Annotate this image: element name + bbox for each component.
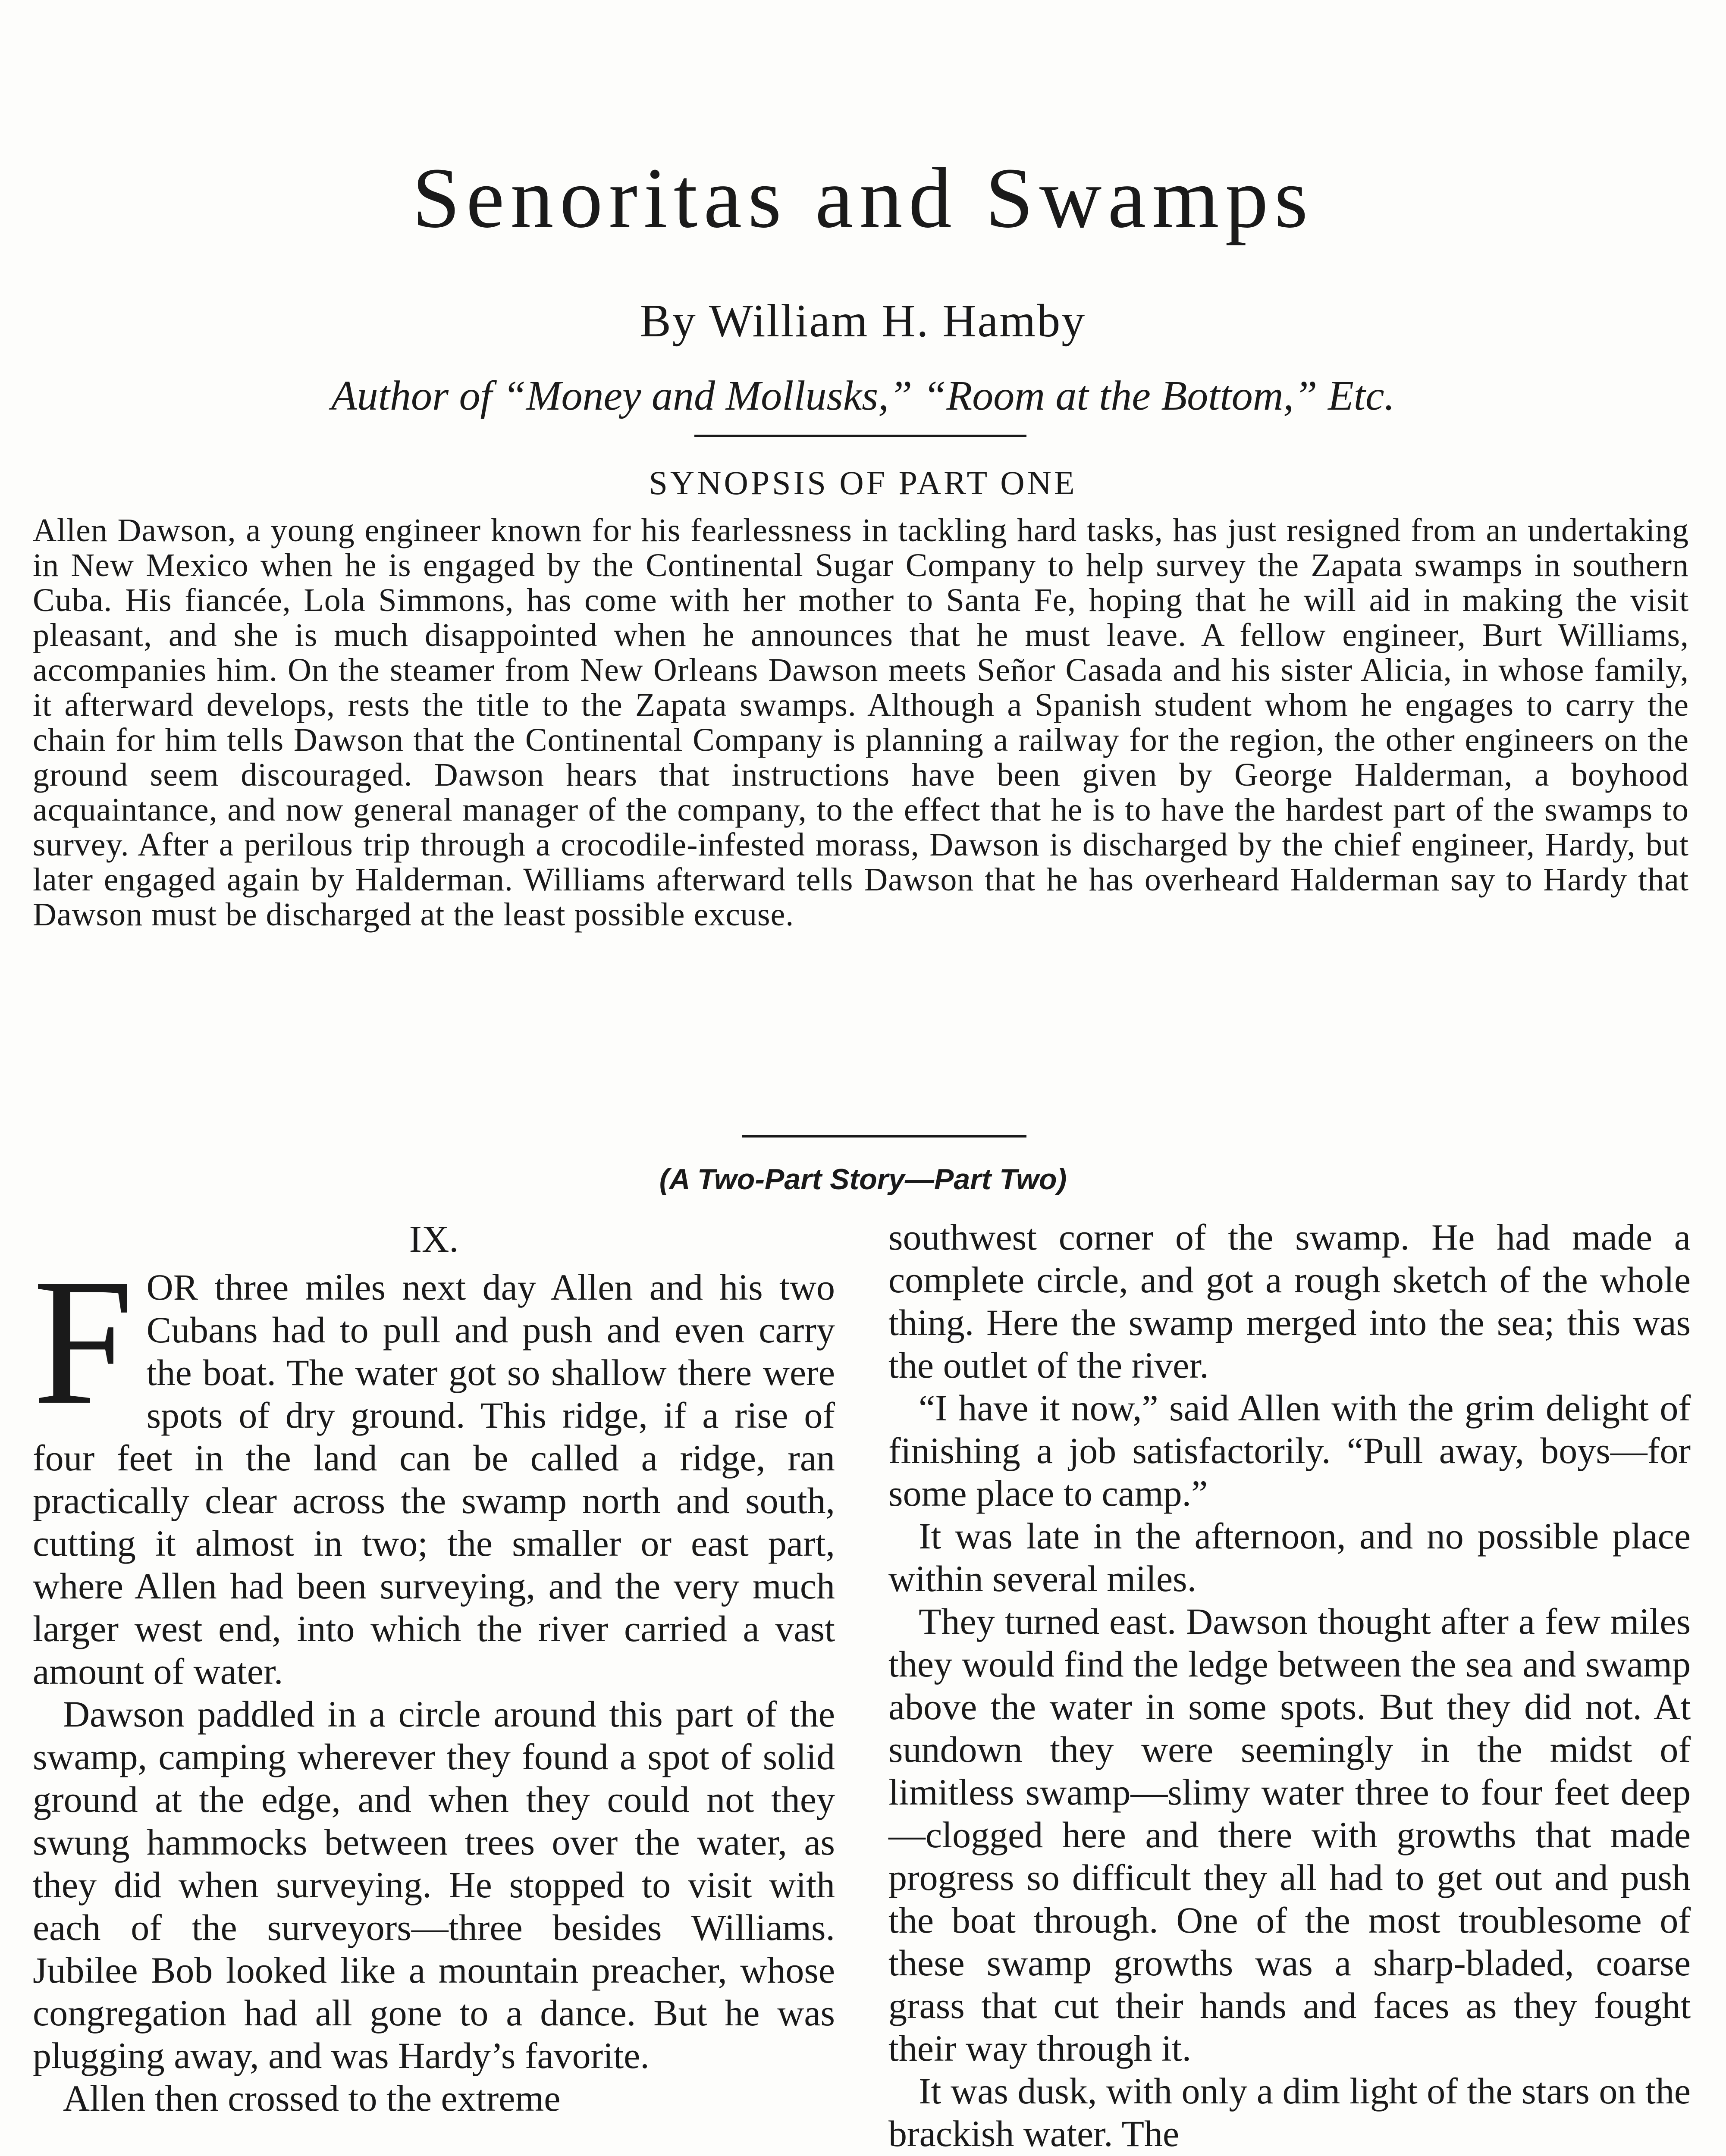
author-byline: By William H. Hamby [640,295,1086,347]
story-paragraph: “I have it now,” said Allen with the grim delight of finishing a job satisfactorily. “Pull away, boys—for some place to camp.” [888,1387,1691,1514]
story-column-left [33,1216,835,2120]
story-paragraph: Allen then crossed to the extreme [63,2078,561,2119]
story-paragraph: It was dusk, with only a dim light of the stars on the brackish water. The [888,2070,1691,2154]
story-paragraph: They turned east. Dawson thought after a few miles they would find the ledge between the sea and swamp above the water in some spots. But they did not. At sundown they were seemingly in the midst of limitless swamp—slimy water three to four feet deep—clogged here and there with growths that made progress so difficult they all had to get out and push the boat through. One of the most troublesome of these swamp growths was a sharp-bladed, coarse grass that cut their hands and faces as they fought their way through it. [888,1601,1691,2069]
drop-cap: F [33,1241,134,1442]
story-title: Senoritas and Swamps [412,150,1314,246]
story-paragraph: It was late in the afternoon, and no possible place within several miles. [888,1515,1691,1599]
story-paragraph: southwest corner of the swamp. He had made a complete circle, and got a rough sketch of the whole thing. Here the swamp merged into the sea; this was the outlet of the river. [888,1216,1691,1386]
story-paragraph: Dawson paddled in a circle around this part of the swamp, camping wherever they found a spot of solid ground at the edge, and when they could not they swung hammocks between trees over the water, as they did when surveying. He stopped to visit with each of the surveyors—three besides Williams. Jubilee Bob looked like a mountain preacher, whose congregation had all gone to a dance. But he was plugging away, and was Hardy’s favorite. [33,1693,835,2076]
part-label: (A Two-Part Story—Part Two) [659,1163,1067,1196]
story-column-right [888,1216,1691,2155]
author-credits: Author of “Money and Mollusks,” “Room at the Bottom,” Etc. [331,373,1395,419]
story-paragraph: OR three miles next day Allen and his two Cubans had to pull and push and even carry the boat. The water got so shallow there were spots of dry ground. This ridge, if a rise of four feet in the land can be called a ridge, ran practically clear across the swamp north and south, cutting it almost in two; the smaller or east part, where Allen had been surveying, and the very much larger west end, into which the river carried a vast amount of water. [33,1266,835,1692]
synopsis-heading: SYNOPSIS OF PART ONE [649,464,1077,501]
divider-rule [694,435,1026,437]
chapter-number: IX. [409,1219,459,1260]
synopsis-text: Allen Dawson, a young engineer known for his fearlessness in tackling hard tasks, has just resigned from an undertaking in New Mexico when he is engaged by the Continental Sugar Company to help survey the Zapata swamps in southern Cuba. His fiancée, Lola Simmons, has come with her mother to Santa Fe, hoping that he will aid in making the visit pleasant, and she is much disappointed when he announces that he must leave. A fellow engineer, Burt Williams, accompanies him. On the steamer from New Orleans Dawson meets Señor Casada and his sister Alicia, in whose family, it afterward develops, rests the title to the Zapata swamps. Although a Spanish student whom he engages to carry the chain for him tells Dawson that the Continental Company is planning a railway for the region, the other engineers on the ground seem discouraged. Dawson hears that instructions have been given by George Halderman, a boyhood acquaintance, and now general manager of the company, to the effect that he is to have the hardest part of the swamps to survey. After a perilous trip through a crocodile-infested morass, Dawson is discharged by the chief engineer, Hardy, but later engaged again by Halderman. Williams afterward tells Dawson that he has overheard Halderman say to Hardy that Dawson must be discharged at the least possible excuse. [33,512,1689,933]
divider-rule [742,1135,1026,1138]
